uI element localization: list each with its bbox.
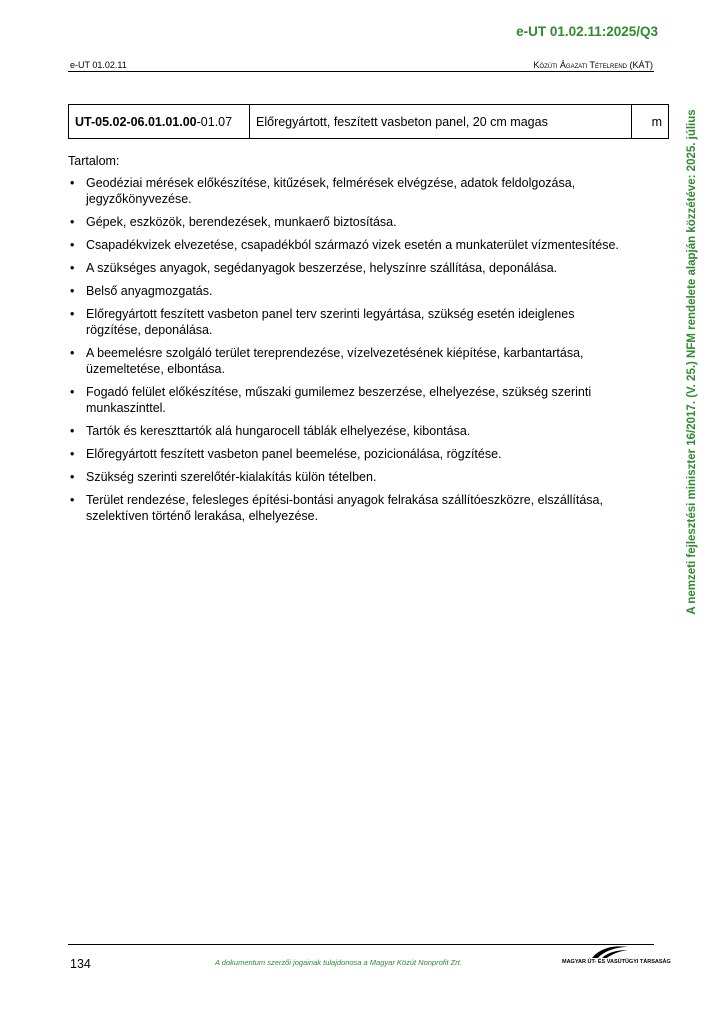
list-item: • Geodéziai mérések előkészítése, kitűzések, felmérések elvégzése, adatok feldolgozása, jegyzőkönyvezése.: [68, 175, 628, 207]
copyright-notice: A dokumentum szerzői jogainak tulajdonosa a Magyar Közút Nonprofit Zrt.: [215, 958, 462, 967]
road-swoosh-icon: [590, 944, 630, 960]
item-description: Előregyártott, feszített vasbeton panel, 20 cm magas: [250, 105, 632, 139]
list-item: • Gépek, eszközök, berendezések, munkaerő biztosítása.: [68, 214, 628, 230]
list-item: • Fogadó felület előkészítése, műszaki gumilemez beszerzése, elhelyezése, szükség szerinti munkaszinttel.: [68, 384, 628, 416]
header-divider: [68, 71, 654, 72]
item-code-suffix: -01.07: [196, 114, 233, 129]
list-item: • Előregyártott feszített vasbeton panel beemelése, pozicionálása, rögzítése.: [68, 446, 628, 462]
item-code-bold: UT-05.02-06.01.01.00: [75, 114, 197, 129]
society-logo: [562, 944, 671, 970]
content-section: [68, 153, 628, 531]
header-left-code: e-UT 01.02.11: [70, 60, 127, 70]
publication-side-note: [683, 98, 701, 626]
logo-text: MAGYAR ÚT- ÉS VASÚTÜGYI TÁRSASÁG: [562, 959, 671, 965]
page-number: 134: [70, 957, 91, 971]
content-bullet-list: [68, 175, 628, 524]
list-item: • Terület rendezése, felesleges építési-bontási anyagok felrakása szállítóeszközre, elszállítása, szelektíven történő lerakása, elhelyezése.: [68, 492, 628, 524]
list-item: • Belső anyagmozgatás.: [68, 283, 628, 299]
item-unit: m: [632, 105, 669, 139]
document-code: e-UT 01.02.11:2025/Q3: [516, 24, 658, 39]
list-item: • Csapadékvizek elvezetése, csapadékból származó vizek esetén a munkaterület vízmentesítése.: [68, 237, 628, 253]
list-item: • Előregyártott feszített vasbeton panel terv szerinti legyártása, szükség esetén ideiglenes rögzítése, deponálása.: [68, 306, 628, 338]
list-item: • A szükséges anyagok, segédanyagok beszerzése, helyszínre szállítása, deponálása.: [68, 260, 628, 276]
content-label: Tartalom:: [68, 154, 120, 168]
list-item: • Szükség szerinti szerelőtér-kialakítás külön tételben.: [68, 469, 628, 485]
header-right-smallcaps: Közúti Ágazati Tételrend: [533, 60, 627, 70]
list-item: • Tartók és kereszttartók alá hungarocell táblák elhelyezése, kibontása.: [68, 423, 628, 439]
item-code-cell: [69, 105, 250, 139]
publication-side-text: A nemzeti fejlesztési miniszter 16/2017. (V. 25.) NFM rendelete alapján közzétéve: 2025. július: [686, 109, 698, 615]
header-right-title: [533, 60, 653, 70]
item-row: [69, 105, 669, 139]
item-table: [68, 104, 669, 139]
header-right-suffix: (KÁT): [627, 60, 653, 70]
list-item: • A beemelésre szolgáló terület tereprendezése, vízelvezetésének kiépítése, karbantartása, üzemeltetése, elbontása.: [68, 345, 628, 377]
